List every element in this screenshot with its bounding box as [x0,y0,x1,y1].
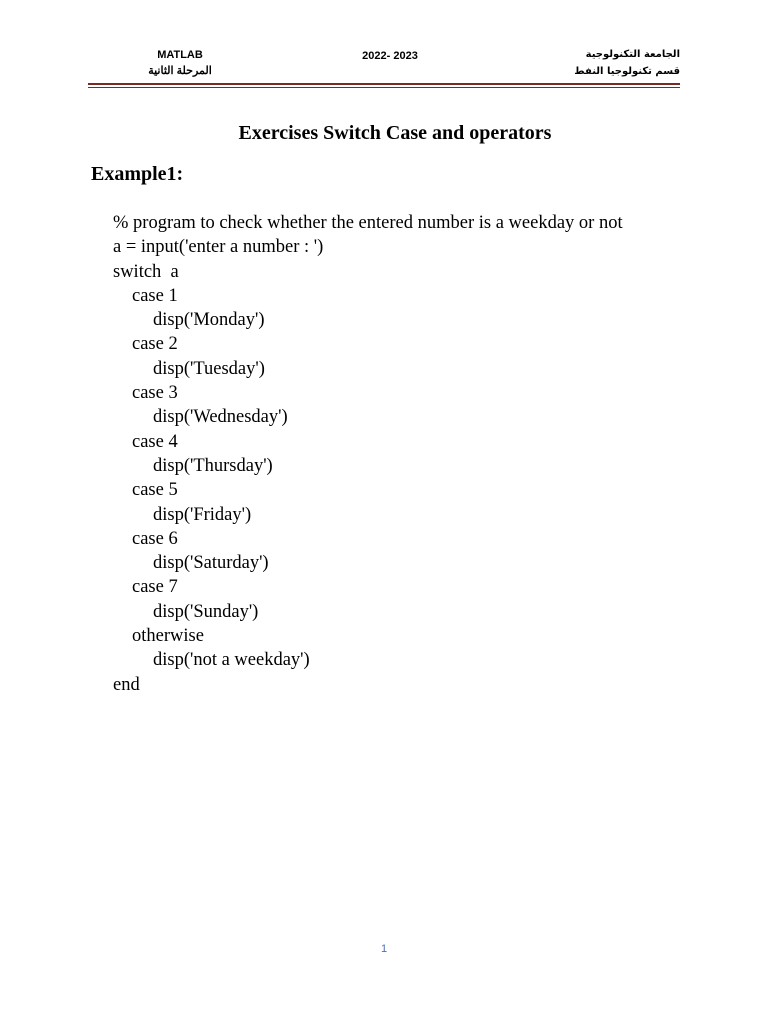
code-line: case 6 [132,528,178,549]
header-divider-thin [88,87,680,88]
code-line: case 1 [132,285,178,306]
page-number: 1 [380,943,388,955]
document-title: Exercises Switch Case and operators [238,122,552,144]
code-line: otherwise [132,626,204,647]
course-name: MATLAB [157,49,203,61]
academic-year: 2022- 2023 [362,50,418,62]
department-name: قسم تكنولوجيا النفط [574,66,680,77]
code-line: case 3 [132,383,178,404]
header-right-block [480,46,680,80]
code-line: switch a [113,261,179,282]
code-line: disp('Friday') [153,504,252,525]
page-header [0,0,768,90]
code-line: case 7 [132,577,178,598]
code-line: disp('not a weekday') [153,650,310,671]
code-line: disp('Sunday') [153,601,259,622]
code-listing [113,211,623,697]
code-line: disp('Tuesday') [153,358,265,379]
header-left-block [120,47,240,79]
code-line: case 5 [132,480,178,501]
code-comment-line: % program to check whether the entered number is a weekday or not [113,213,623,233]
code-line: end [113,674,140,695]
course-stage: المرحلة الثانية [148,65,212,77]
code-line: case 2 [132,334,178,355]
code-line: disp('Thursday') [153,455,273,476]
code-line: a = input('enter a number : ') [113,237,324,258]
code-line: disp('Wednesday') [153,407,288,428]
code-line: disp('Monday') [153,310,265,331]
code-line: disp('Saturday') [153,553,269,574]
code-line: case 4 [132,431,178,452]
header-divider-thick [88,83,680,85]
university-name: الجامعة التكنولوجية [585,49,680,60]
example-heading: Example1: [91,163,184,185]
